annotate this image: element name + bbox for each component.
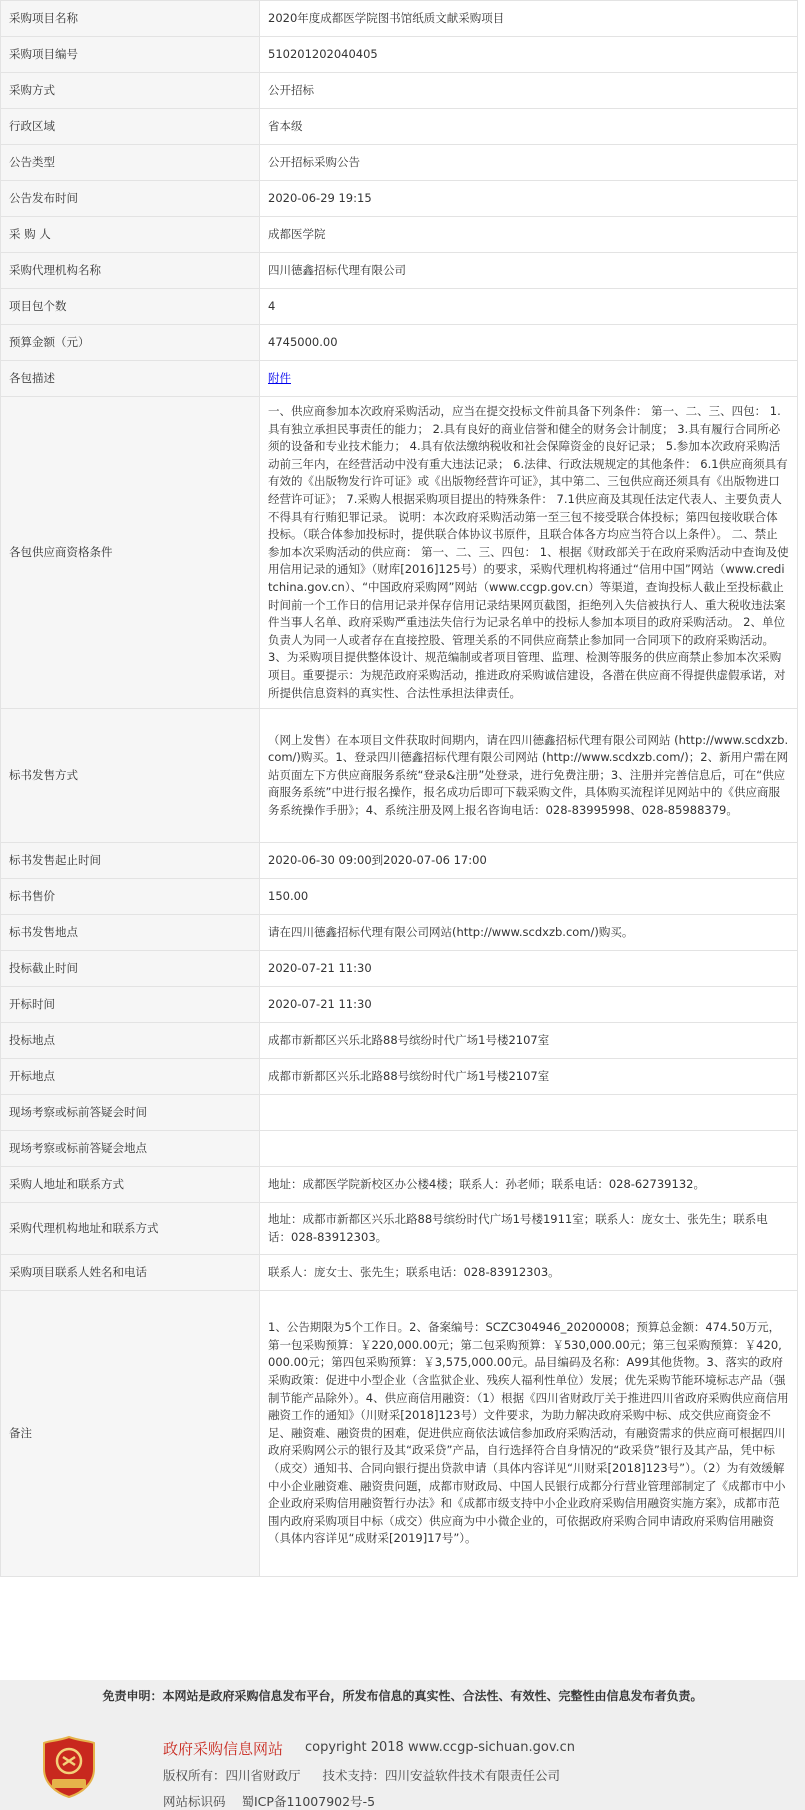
row-label: 采购方式 <box>1 73 260 109</box>
row-tender-sale-location <box>1 915 798 951</box>
row-value <box>260 1095 798 1131</box>
row-announcement-type <box>1 145 798 181</box>
row-remarks <box>1 1291 798 1577</box>
row-budget <box>1 325 798 361</box>
row-project-contact <box>1 1255 798 1291</box>
row-agency-contact <box>1 1203 798 1255</box>
row-value: 2020-06-30 09:00到2020-07-06 17:00 <box>260 843 798 879</box>
row-package-count <box>1 289 798 325</box>
row-value <box>260 1131 798 1167</box>
row-value: 4745000.00 <box>260 325 798 361</box>
row-tender-sale-period <box>1 843 798 879</box>
row-label: 现场考察或标前答疑会地点 <box>1 1131 260 1167</box>
row-label: 投标截止时间 <box>1 951 260 987</box>
row-value: 2020-07-21 11:30 <box>260 987 798 1023</box>
footer-site-code: 网站标识码 <box>163 1794 226 1809</box>
row-value: 一、供应商参加本次政府采购活动，应当在提交投标文件前具备下列条件： 第一、二、三、四包： 1.具有独立承担民事责任的能力； 2.具有良好的商业信誉和健全的财务会计制度； 3.具有履行合同所必须的设备和专业技术能力； 4.具有依法缴纳税收和社会保障资金的良好记录； 5.参加本次政府采购活动前三年内，在经营活动中没有重大违法记录； 6.法律、行政法规规定的其他条件： 6.1供应商须具有有效的《出版物发行许可证》或《出版物经营许可证》，其中第二、三包供应商还须具有《出版物进口经营许可证》； 7.采购人根据采购项目提出的特殊条件： 7.1供应商及其现任法定代表人、主要负责人不得具有行贿犯罪记录。 说明：本次政府采购活动第一至三包不接受联合体投标；第四包接收联合体投标。（联合体参加投标时，提供联合体协议书原件，且联合体各方均应当符合以上条件）。 二、禁止参加本次采购活动的供应商： 第一、二、三、四包： 1、根据《财政部关于在政府采购活动中查询及使用信用记录的通知》（财库[2016]125号）的要求，采购代理机构将通过“信用中国”网站（www.creditchina.gov.cn）、“中国政府采购网”网站（www.ccgp.gov.cn）等渠道，查询投标人截止至投标截止时间前一个工作日的信用记录并保存信用记录结果网页截图，拒绝列入失信被执行人、重大税收违法案件当事人名单、政府采购严重违法失信行为记录名单中的投标人参加本项目的政府采购活动。 2、单位负责人为同一人或者存在直接控股、管理关系的不同供应商禁止参加同一合同项下的政府采购活动。 3、为采购项目提供整体设计、规范编制或者项目管理、监理、检测等服务的供应商禁止参加本次采购项目。重要提示：为规范政府采购活动，推进政府采购诚信建设，各潜在供应商不得提供虚假承诺，对所提供信息资料的真实性、合法性承担法律责任。 <box>260 397 798 709</box>
row-label: 标书发售方式 <box>1 709 260 843</box>
row-project-number <box>1 37 798 73</box>
row-value: （网上发售）在本项目文件获取时间期内，请在四川德鑫招标代理有限公司网站 (http://www.scdxzb.com/)购买。1、登录四川德鑫招标代理有限公司网站 (http://www.scdxzb.com/)；2、新用户需在网站页面左下方供应商服务系统“登录&注册”处登录，进行免费注册；3、注册并完善信息后，可在“供应商服务系统”中进行报名操作，报名成功后即可下载采购文件，具体购买流程详见网站中的《供应商服务系统操作手册》；4、系统注册及网上报名咨询电话：028-83995998、028-85988379。 <box>260 709 798 843</box>
row-bid-deadline <box>1 951 798 987</box>
row-value: 4 <box>260 289 798 325</box>
row-label: 采购项目联系人姓名和电话 <box>1 1255 260 1291</box>
row-bid-opening-location <box>1 1059 798 1095</box>
row-value: 地址：成都市新都区兴乐北路88号缤纷时代广场1号楼1911室；联系人：庞女士、张先生；联系电话：028-83912303。 <box>260 1203 798 1255</box>
row-label: 采购人地址和联系方式 <box>1 1167 260 1203</box>
row-label: 标书发售起止时间 <box>1 843 260 879</box>
row-value: 150.00 <box>260 879 798 915</box>
party-government-badge-icon <box>42 1735 96 1799</box>
row-label: 投标地点 <box>1 1023 260 1059</box>
row-value: 510201202040405 <box>260 37 798 73</box>
row-agency-name <box>1 253 798 289</box>
row-purchaser <box>1 217 798 253</box>
row-value: 省本级 <box>260 109 798 145</box>
row-package-description <box>1 361 798 397</box>
footer-owner: 版权所有：四川省财政厅 <box>163 1768 301 1783</box>
row-label: 备注 <box>1 1291 260 1577</box>
row-value: 成都医学院 <box>260 217 798 253</box>
row-label: 预算金额（元） <box>1 325 260 361</box>
footer-site-name[interactable]: 政府采购信息网站 <box>163 1740 284 1758</box>
footer-support: 技术支持：四川安益软件技术有限责任公司 <box>322 1768 561 1783</box>
footer-copyright: copyright 2018 www.ccgp-sichuan.gov.cn <box>305 1740 576 1755</box>
row-label: 采购代理机构地址和联系方式 <box>1 1203 260 1255</box>
row-purchaser-contact <box>1 1167 798 1203</box>
row-value: 2020年度成都医学院图书馆纸质文献采购项目 <box>260 1 798 37</box>
row-label: 采购项目名称 <box>1 1 260 37</box>
row-value: 成都市新都区兴乐北路88号缤纷时代广场1号楼2107室 <box>260 1059 798 1095</box>
row-label: 开标地点 <box>1 1059 260 1095</box>
row-value <box>260 361 798 397</box>
row-site-visit-location <box>1 1131 798 1167</box>
row-publish-time <box>1 181 798 217</box>
attachment-link[interactable]: 附件 <box>268 370 291 385</box>
row-value: 四川德鑫招标代理有限公司 <box>260 253 798 289</box>
row-value: 地址：成都医学院新校区办公楼4楼；联系人：孙老师；联系电话：028-62739132。 <box>260 1167 798 1203</box>
row-project-name <box>1 1 798 37</box>
row-label: 采 购 人 <box>1 217 260 253</box>
row-label: 现场考察或标前答疑会时间 <box>1 1095 260 1131</box>
row-value: 公开招标 <box>260 73 798 109</box>
row-value: 请在四川德鑫招标代理有限公司网站(http://www.scdxzb.com/)购买。 <box>260 915 798 951</box>
footer-icp-number[interactable]: 蜀ICP备11007902号-5 <box>241 1794 376 1809</box>
row-supplier-qualification <box>1 397 798 709</box>
row-bid-location <box>1 1023 798 1059</box>
row-label: 标书售价 <box>1 879 260 915</box>
row-value: 公开招标采购公告 <box>260 145 798 181</box>
row-label: 公告发布时间 <box>1 181 260 217</box>
row-value: 2020-07-21 11:30 <box>260 951 798 987</box>
row-label: 标书发售地点 <box>1 915 260 951</box>
row-label: 项目包个数 <box>1 289 260 325</box>
row-value: 1、公告期限为5个工作日。2、备案编号：SCZC304946_20200008；预算总金额：474.50万元，第一包采购预算：￥220,000.00元；第二包采购预算：￥530,000.00元；第三包采购预算：￥420,000.00元；第四包采购预算：￥3,575,000.00元。品目编码及名称：A99其他货物。3、落实的政府采购政策：促进中小型企业（含监狱企业、残疾人福利性单位）发展；优先采购节能环境标志产品（强制节能产品除外）。4、供应商信用融资：（1）根据《四川省财政厅关于推进四川省政府采购供应商信用融资工作的通知》（川财采[2018]123号）文件要求，为助力解决政府采购中标、成交供应商资金不足、融资难、融资贵的困难，促进供应商依法诚信参加政府采购活动，有融资需求的供应商可根据四川政府采购网公示的银行及其“政采贷”产品，自行选择符合自身情况的“政采贷”银行及其产品，凭中标（成交）通知书、合同向银行提出贷款申请（具体内容详见“川财采[2018]123号”）。（2）为有效缓解中小企业融资难、融资贵问题，成都市财政局、中国人民银行成都分行营业管理部制定了《成都市中小企业政府采购信用融资暂行办法》和《成都市级支持中小企业政府采购信用融资实施方案》，成都市范围内政府采购项目中标（成交）供应商为中小微企业的，可依据政府采购合同申请政府采购信用融资（具体内容详见“成财采[2019]17号”）。 <box>260 1291 798 1577</box>
row-value: 成都市新都区兴乐北路88号缤纷时代广场1号楼2107室 <box>260 1023 798 1059</box>
row-label: 各包描述 <box>1 361 260 397</box>
footer-rights <box>163 1766 578 1784</box>
footer-icp-line <box>163 1792 387 1810</box>
row-value: 2020-06-29 19:15 <box>260 181 798 217</box>
row-tender-price <box>1 879 798 915</box>
row-tender-sale-method <box>1 709 798 843</box>
footer-disclaimer: 免责申明：本网站是政府采购信息发布平台，所发布信息的真实性、合法性、有效性、完整性由信息发布者负责。 <box>102 1689 703 1703</box>
row-label: 公告类型 <box>1 145 260 181</box>
row-procurement-method <box>1 73 798 109</box>
row-bid-opening-time <box>1 987 798 1023</box>
row-value: 联系人：庞女士、张先生；联系电话：028-83912303。 <box>260 1255 798 1291</box>
row-site-visit-time <box>1 1095 798 1131</box>
row-label: 采购代理机构名称 <box>1 253 260 289</box>
row-label: 开标时间 <box>1 987 260 1023</box>
row-label: 各包供应商资格条件 <box>1 397 260 709</box>
row-label: 采购项目编号 <box>1 37 260 73</box>
row-label: 行政区域 <box>1 109 260 145</box>
row-region <box>1 109 798 145</box>
